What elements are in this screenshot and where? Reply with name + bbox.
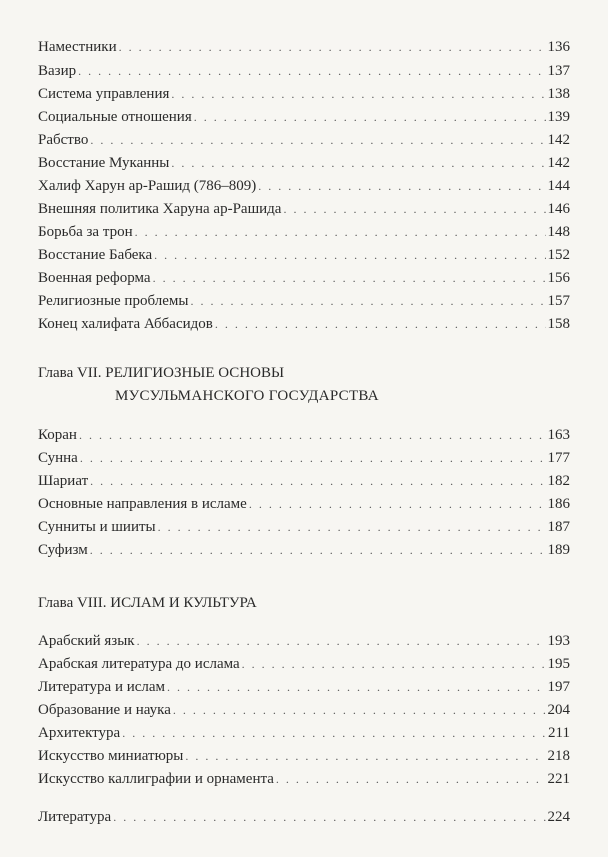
- leader-dots: [242, 655, 546, 673]
- toc-entry: [38, 154, 570, 172]
- leader-dots: [194, 108, 546, 126]
- toc-entry-title: Искусство каллиграфии и орнамента: [38, 771, 274, 787]
- toc-entry-literature: [38, 808, 570, 826]
- toc-entry-title: Коран: [38, 427, 77, 443]
- toc-entry: [38, 246, 570, 264]
- toc-entry-page: 146: [547, 201, 570, 217]
- toc-entry-title: Рабство: [38, 132, 89, 148]
- toc-entry-page: 195: [547, 656, 570, 672]
- toc-entry-page: 189: [547, 542, 570, 558]
- toc-entry-page: 138: [547, 86, 570, 102]
- toc-entry-title: Арабский язык: [38, 633, 135, 649]
- toc-entry-title: Шариат: [38, 473, 89, 489]
- leader-dots: [80, 449, 546, 467]
- chapter-heading: Глава VIII. ИСЛАМ И КУЛЬТУРА: [38, 595, 257, 611]
- chapter-heading: Глава VII. РЕЛИГИОЗНЫЕ ОСНОВЫ: [38, 365, 285, 381]
- toc-entry-page: 193: [547, 633, 570, 649]
- toc-entry-title: Религиозные проблемы: [38, 293, 189, 309]
- leader-dots: [276, 770, 546, 788]
- toc-entry-page: 156: [547, 270, 570, 286]
- toc-entry-page: 139: [547, 109, 570, 125]
- leader-dots: [171, 154, 545, 172]
- toc-entry-page: 163: [547, 427, 570, 443]
- toc-entry: [38, 223, 570, 241]
- toc-entry-title: Конец халифата Аббасидов: [38, 316, 213, 332]
- leader-dots: [158, 518, 546, 536]
- toc-entry: [38, 131, 570, 149]
- leader-dots: [90, 541, 546, 559]
- toc-entry-title: Искусство миниатюры: [38, 748, 184, 764]
- toc-entry-title: Внешняя политика Харуна ар-Рашида: [38, 201, 282, 217]
- toc-entry: [38, 108, 570, 126]
- toc-entry-page: 197: [547, 679, 570, 695]
- toc-entry: [38, 541, 570, 559]
- toc-entry: [38, 315, 570, 333]
- toc-entry-page: 137: [547, 63, 570, 79]
- toc-entry-page: 224: [547, 809, 570, 825]
- toc-entry-page: 204: [547, 702, 570, 718]
- toc-entry-page: 182: [547, 473, 570, 489]
- leader-dots: [185, 747, 545, 765]
- toc-entry: [38, 426, 570, 444]
- toc-entry-page: 148: [547, 224, 570, 240]
- leader-dots: [137, 632, 546, 650]
- toc-entry: [38, 85, 570, 103]
- toc-entry-title: Образование и наука: [38, 702, 171, 718]
- toc-entry-title: Арабская литература до ислама: [38, 656, 240, 672]
- leader-dots: [154, 246, 545, 264]
- leader-dots: [190, 292, 545, 310]
- toc-entry: [38, 269, 570, 287]
- toc-entry-title: Литература: [38, 809, 112, 825]
- leader-dots: [215, 315, 546, 333]
- toc-entry-title: Суфизм: [38, 542, 88, 558]
- toc-entry-page: 187: [547, 519, 570, 535]
- toc-entry: [38, 747, 570, 765]
- leader-dots: [79, 426, 546, 444]
- toc-entry: [38, 632, 570, 650]
- leader-dots: [119, 38, 546, 56]
- chapter-heading-continued: МУСУЛЬМАНСКОГО ГОСУДАРСТВА: [115, 388, 379, 404]
- leader-dots: [122, 724, 546, 742]
- toc-entry-title: Восстание Бабека: [38, 247, 153, 263]
- leader-dots: [90, 131, 545, 149]
- toc-entry: [38, 177, 570, 195]
- toc-entry-page: 142: [547, 132, 570, 148]
- toc-entry-title: Борьба за трон: [38, 224, 133, 240]
- leader-dots: [90, 472, 545, 490]
- toc-entry-title: Вазир: [38, 63, 77, 79]
- leader-dots: [173, 701, 546, 719]
- leader-dots: [283, 200, 545, 218]
- toc-entry: [38, 62, 570, 80]
- toc-entry: [38, 701, 570, 719]
- toc-entry-page: 218: [547, 748, 570, 764]
- toc-entry: [38, 724, 570, 742]
- toc-entry-page: 144: [547, 178, 570, 194]
- toc-entry-page: 221: [547, 771, 570, 787]
- toc-entry: [38, 518, 570, 536]
- toc-entry: [38, 678, 570, 696]
- toc-entry: [38, 38, 570, 56]
- toc-entry-page: 158: [547, 316, 570, 332]
- toc-entry-page: 152: [547, 247, 570, 263]
- toc-entry-title: Восстание Муканны: [38, 155, 170, 171]
- toc-entry-page: 136: [547, 39, 570, 55]
- toc-entry-title: Литература и ислам: [38, 679, 166, 695]
- leader-dots: [113, 808, 545, 826]
- toc-entry-page: 142: [547, 155, 570, 171]
- toc-entry-page: 177: [547, 450, 570, 466]
- toc-entry-title: Военная реформа: [38, 270, 151, 286]
- toc-entry-title: Сунниты и шииты: [38, 519, 156, 535]
- leader-dots: [171, 85, 545, 103]
- toc-entry-page: 157: [547, 293, 570, 309]
- toc-entry: [38, 655, 570, 673]
- toc-entry: [38, 292, 570, 310]
- toc-entry-title: Халиф Харун ар-Рашид (786–809): [38, 178, 257, 194]
- leader-dots: [135, 223, 546, 241]
- leader-dots: [78, 62, 545, 80]
- toc-entry-title: Основные направления в исламе: [38, 496, 247, 512]
- leader-dots: [153, 269, 546, 287]
- toc-entry-title: Сунна: [38, 450, 78, 466]
- toc-entry-page: 186: [547, 496, 570, 512]
- toc-entry: [38, 449, 570, 467]
- toc-entry-page: 211: [548, 725, 570, 741]
- toc-entry: [38, 472, 570, 490]
- leader-dots: [258, 177, 545, 195]
- toc-entry-title: Наместники: [38, 39, 117, 55]
- leader-dots: [167, 678, 545, 696]
- toc-entry-title: Система управления: [38, 86, 170, 102]
- leader-dots: [249, 495, 546, 513]
- toc-entry: [38, 495, 570, 513]
- toc-entry-title: Архитектура: [38, 725, 121, 741]
- toc-entry: [38, 770, 570, 788]
- toc-entry-title: Социальные отношения: [38, 109, 192, 125]
- toc-entry: [38, 200, 570, 218]
